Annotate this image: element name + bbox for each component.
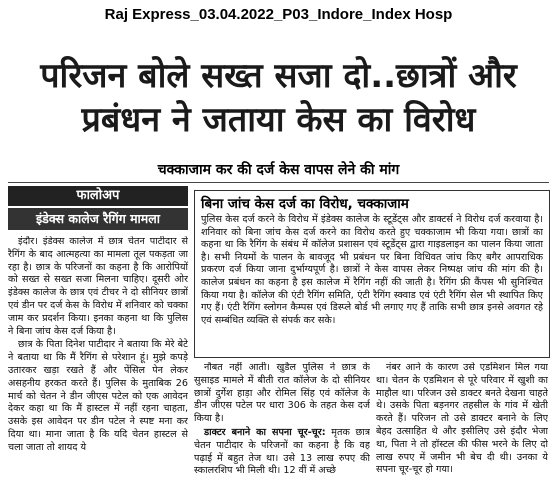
sidebar-box-body: पुलिस केस दर्ज करने के विरोध में इंडेक्स कालेज के स्टूडेंट्स और डाक्टर्स ने विरोध दर्ज करवाया है। शनिवार को बिना जांच केस दर्ज करने का विरोध करते हुए चक्काजाम भी किया गया। छात्रों का कहना था कि रैगिंग के संबंध में कॉलेज प्रशासन एवं स्टूडेंट्स द्वारा गाइडलाइन का पालन किया जाता है। सभी नियमों के पालन के बावजूद भी प्रबंधन पर बिना विधिवत जांच किए बगैर आपराधिक प्रकरण दर्ज किया जाना दुर्भाग्यपूर्ण है। छात्रों ने केस वापस लेकर निष्पक्ष जांच की मांग की है। कालेज प्रबंधन का कहना है इस कालेज में रैगिंग नहीं की जाती है। रैगिंग फ्री कैंपस भी सुनिश्चित किया गया है। कॉलेज की एंटी रैगिंग समिति, एंटी रैगिंग स्क्वाड एवं एंटी रैगिंग सेल भी स्थापित किए गए हैं। एंटी रैगिंग स्लोगन कैम्पस एवं डिस्प्ले बोर्ड भी लगाए गए हैं ताकि सभी छात्र इनसे अवगत रहे एवं सम्बंधित व्यक्ति से संपर्क कर सके। [201, 214, 543, 326]
kicker-box [8, 186, 188, 230]
paragraph: नौबत नहीं आती। खुडैल पुलिस ने छात्र के सुसाइड मामले में बीती रात कॉलेज के दो सीनियर छात्रों दुर्गेश हाड़ा और रोमिल सिंह एवं कॉलेज के डीन जीएस पटेल पर धारा 306 के तहत केस दर्ज किया है। [194, 362, 370, 425]
paragraph: मृतक छात्र चेतन पाटीदार के परिजनों का कहना है कि वह पढ़ाई में बहुत तेज था। उसे 13 लाख रुपए की स्कालरशिप भी मिली थी। 12 वीं में अच्छे [194, 426, 370, 477]
paragraph: इंदौर। इंडेक्स कालेज में छात्र चेतन पाटीदार से रैगिंग के बाद आत्महत्या का मामला तूल पकड़ता जा रहा है। छात्र के परिजनों का कहना है कि आरोपियों को सख्त से सख्त सजा मिलना चाहिए। दूसरी ओर इंडेक्स कालेज के छात्र एवं टीचर ने दो सीनियर छात्रों एवं डीन पर दर्ज केस के विरोध में शनिवार को चक्का जाम कर प्रदर्शन किया। इनका कहना था कि पुलिस ने बिना जांच केस दर्ज किया है। [8, 236, 188, 337]
paragraph: नंबर आने के कारण उसे एडमिशन मिल गया था। चेतन के एडमिशन से पूरे परिवार में खुशी का माहौल था। परिजन उसे डाक्टर बनते देखना चाहते थे। उसके पिता बड़नगर तहसील के गांव में खेती करते हैं। परिजन तो उसे डाक्टर बनाने के लिए बेहद उत्साहित थे और इसीलिए उसे इंदौर भेजा था, पिता ने तो हॉस्टल की फीस भरने के लिए दो लाख रुपए में जमीन भी बेच दी थी। उनका ये सपना चूर-चूर हो गया। [376, 362, 548, 476]
column-middle [194, 362, 370, 494]
divider-rule [8, 182, 549, 183]
clipping-caption: Raj Express_03.04.2022_P03_Indore_Index Hosp [104, 6, 453, 23]
column-left [8, 236, 188, 494]
kicker-title: इंडेक्स कालेज रैगिंग मामला [8, 208, 188, 230]
sidebar-box [194, 190, 550, 358]
column-right [376, 362, 548, 494]
sidebar-box-title: बिना जांच केस दर्ज का विरोध, चक्काजाम [201, 196, 409, 212]
paragraph: छात्र के पिता दिनेश पाटीदार ने बताया कि मेरे बेटे ने बताया था कि मैं रैगिंग से परेशान हूं। मुझे कपड़े उतारकर खड़ा रखते हैं और पेंसिल पेन लेकर असहनीय हरकत करते हैं। पुलिस के मुताबिक 26 मार्च को चेतन ने डीन जीएस पटेल को एक आवेदन देकर कहा था कि मैं हास्टल में नहीं रहना चाहता, उसके इस आवेदन पर डीन पटेल ने स्पष्ट मना कर दिया था। माना जाता है कि यदि चेतन हास्टल से चला जाता तो शायद ये [8, 339, 188, 453]
headline-line-1: परिजन बोले सख्त सजा दो..छात्रों और [40, 56, 517, 96]
deck-subheadline: चक्काजाम कर की दर्ज केस वापस लेने की मांग [157, 162, 400, 178]
headline-line-2: प्रबंधन ने जताया केस का विरोध [81, 100, 476, 140]
subheading: डाक्टर बनाने का सपना चूर-चूर: [204, 426, 326, 438]
kicker-label: फालोअप [8, 186, 188, 206]
